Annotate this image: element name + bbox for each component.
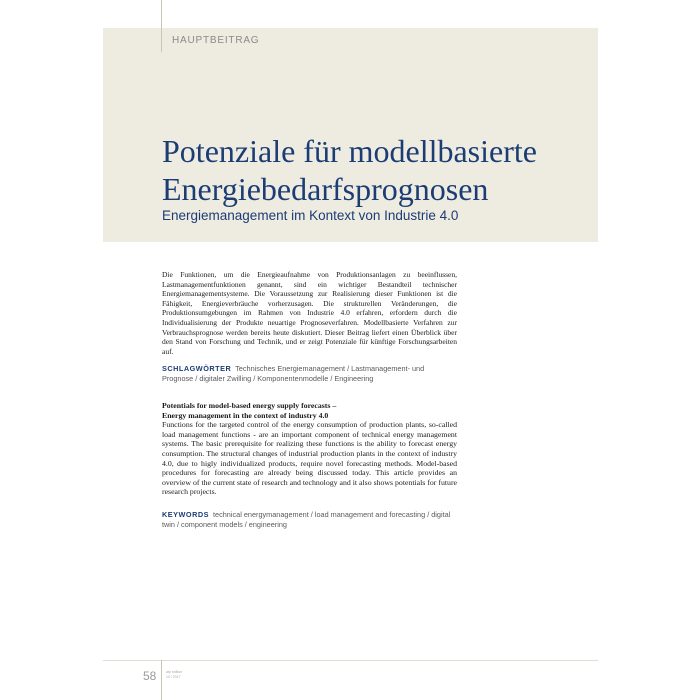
top-divider-line <box>161 0 162 52</box>
keywords-english-text: technical energymanagement / load management and forecasting / digital twin / component models / engineering <box>162 510 451 529</box>
keywords-german-text: Technisches Energiemanagement / Lastmanagement- und Prognose / digitaler Zwilling / Komponentenmodelle / Engineering <box>162 364 425 383</box>
footer-vertical-line <box>161 660 162 700</box>
keywords-english-label: KEYWORDS <box>162 510 209 519</box>
journal-name: atp edition <box>166 670 183 674</box>
page-number: 58 <box>143 669 157 683</box>
abstract-german: Die Funktionen, um die Energieaufnahme von Produktionsanlagen zu beeinflussen, Lastmanagementfunktionen genannt, sind ein wichtiger Bestandteil technischer Energiemanagementsysteme. Die Voraussetzung zur Realisierung dieser Funktionen ist die Fähigkeit, Energieverbräuche vorherzusagen. Die strukturellen Veränderungen, die Produktionsumgebungen im Rahmen von Industrie 4.0 erfahren, erfordern durch die Individualisierung der Produkte neuartige Prognoseverfahren. Modellbasierte Verfahren zur Verbrauchsprognose werden bereits heute diskutiert. Dieser Beitrag liefert einen Überblick über den Stand von Forschung und Technik, und er zeigt Potenziale für künftige Forschungsarbeiten auf. <box>162 270 457 356</box>
keywords-english <box>162 510 457 530</box>
english-title-line-2: Energy management in the context of industry 4.0 <box>162 410 329 420</box>
section-label: HAUPTBEITRAG <box>172 35 260 46</box>
english-title-line-1: Potentials for model-based energy supply forecasts – <box>162 401 337 410</box>
article-subtitle: Energiemanagement im Kontext von Industrie 4.0 <box>162 208 459 223</box>
journal-meta <box>166 670 182 680</box>
journal-issue: 10 / 2017 <box>166 675 181 679</box>
title-line-1: Potenziale für modellbasierte <box>162 133 537 169</box>
keywords-german-label: SCHLAGWÖRTER <box>162 364 232 373</box>
article-title <box>162 132 592 208</box>
footer-divider-line <box>103 660 598 661</box>
title-line-2: Energiebedarfsprognosen <box>162 171 489 207</box>
abstract-english-block <box>162 401 457 497</box>
keywords-german <box>162 364 457 384</box>
abstract-english: Functions for the targeted control of the energy consumption of production plants, so-called load management functions - are an important component of technical energy management systems. The basic prerequisite for realizing these functions is the ability to forecast energy consumption. The structural changes of industrial production plants in the context of industry 4.0, due to higly individualized products, require novel forecasting methods. Model-based procedures for forecasting are already being discussed today. This article provides an overview of the current state of research and technology and it also shows potentials for future research projects. <box>162 420 457 497</box>
